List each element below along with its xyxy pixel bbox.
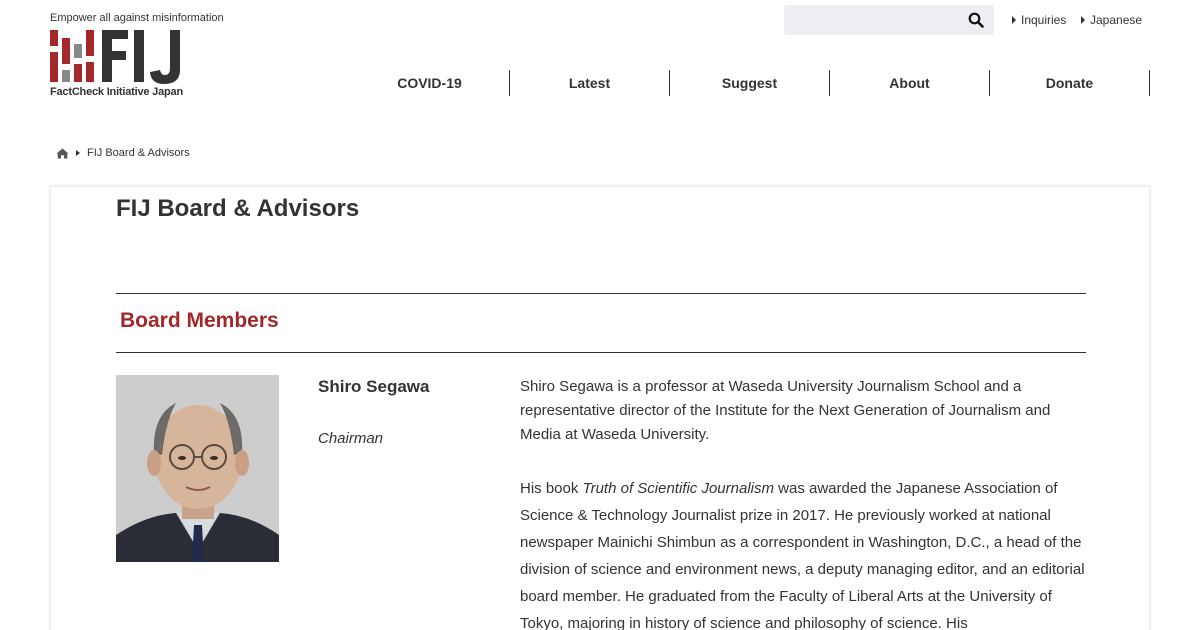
member-bio <box>520 375 1090 630</box>
page-title: FIJ Board & Advisors <box>116 195 360 222</box>
bio-paragraph: Shiro Segawa is a professor at Waseda University Journalism School and a representative director of the Institute for the Next Generation of Journalism and Media at Waseda University. <box>520 378 1051 443</box>
breadcrumb <box>56 147 190 159</box>
book-title: Truth of Scientific Journalism <box>582 480 774 497</box>
member-role: Chairman <box>318 430 384 447</box>
breadcrumb-current: FIJ Board & Advisors <box>87 147 190 159</box>
section-divider <box>116 352 1086 353</box>
nav-suggest[interactable]: Suggest <box>670 70 830 96</box>
caret-right-icon <box>1012 16 1016 24</box>
bio-paragraph <box>520 475 1090 630</box>
bio-text: was awarded the Japanese Association of Science & Technology Journalist prize in 2017. He previously worked at national newspaper Mainichi Shimbun as a correspondent in Washington, D.C., a head of the division of science and environment news, a deputy managing editor, and an editorial board member. He graduated from the Faculty of Liberal Arts at the University of Tokyo, majoring in history of science and philosophy of science. His <box>520 480 1085 630</box>
search-icon[interactable] <box>968 12 984 28</box>
search-box <box>784 5 994 35</box>
search-input[interactable] <box>784 5 959 35</box>
site-tagline: Empower all against misinformation <box>50 12 224 24</box>
member-name: Shiro Segawa <box>318 377 430 396</box>
main-navigation <box>350 70 1150 96</box>
section-title: Board Members <box>120 309 279 332</box>
nav-latest[interactable]: Latest <box>510 70 670 96</box>
bio-text: His book <box>520 480 583 497</box>
nav-donate[interactable]: Donate <box>990 70 1150 96</box>
member-portrait <box>116 375 279 562</box>
chevron-right-icon <box>76 150 80 156</box>
nav-covid-19[interactable]: COVID-19 <box>350 70 510 96</box>
inquiries-link[interactable] <box>1012 13 1066 27</box>
section-divider <box>116 293 1086 294</box>
nav-about[interactable]: About <box>830 70 990 96</box>
caret-right-icon <box>1081 16 1085 24</box>
logo-caption: FactCheck Initiative Japan <box>50 86 183 98</box>
content-card <box>50 186 1150 630</box>
japanese-link[interactable] <box>1081 13 1142 27</box>
inquiries-label: Inquiries <box>1021 13 1067 27</box>
home-icon[interactable] <box>56 148 69 159</box>
japanese-label: Japanese <box>1090 13 1143 27</box>
